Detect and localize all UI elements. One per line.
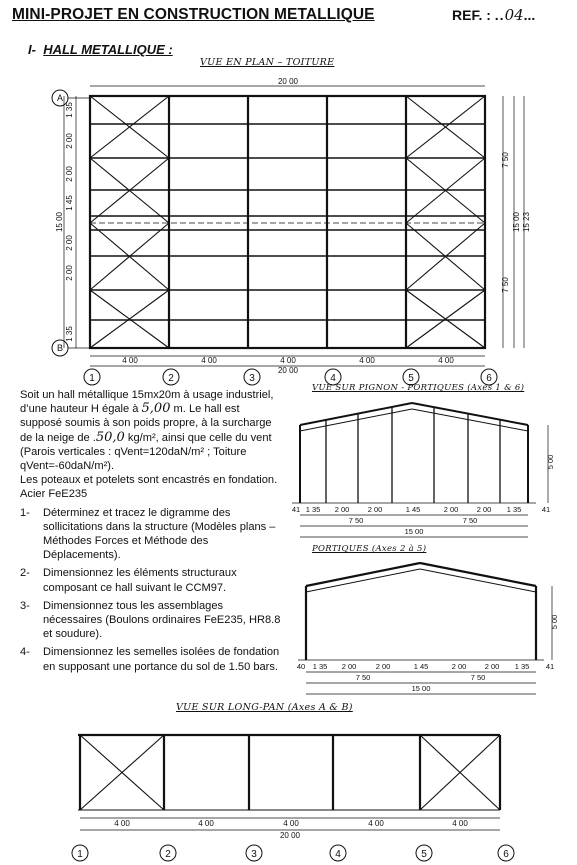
longside-axis-6: 6 (503, 849, 509, 860)
problem-statement (20, 388, 282, 678)
ref-value: 04 (504, 6, 524, 24)
plan-right-total-b: 15 23 (522, 211, 531, 233)
axis-A-label: A (56, 93, 64, 103)
longside-bay-dim: 4 00 (452, 819, 468, 828)
plan-left-dim: 2 00 (65, 235, 74, 251)
portal-caption: PORTIQUES (Axes 2 à 5) (312, 544, 427, 554)
plan-bay-dim: 4 00 (438, 356, 454, 365)
portal-dim: 2 00 (341, 662, 357, 671)
portal-dim: 1 35 (312, 662, 328, 671)
gable-dim: 2 00 (334, 505, 350, 514)
longside-axis-1: 1 (77, 849, 83, 860)
plan-left-dim: 2 00 (65, 166, 74, 182)
plan-right-total: 15 00 (512, 211, 521, 233)
gable-dim: 2 00 (367, 505, 383, 514)
longside-bay-dim: 4 00 (114, 819, 130, 828)
material-note: Les poteaux et potelets sont encastrés en fondation. Acier FeE235 (20, 474, 278, 501)
plan-axis-6: 6 (486, 373, 492, 384)
plan-bay-dim: 4 00 (201, 356, 217, 365)
gable-half-dim: 7 50 (462, 516, 478, 525)
portal-half-dim: 7 50 (470, 673, 486, 682)
gable-dim: 2 00 (443, 505, 459, 514)
reference: REF. : ..04... (452, 6, 536, 24)
statement-paragraph: Soit un hall métallique 15mx20m à usage industriel, d’une hauteur H égale à 5,00 m. Le hall est supposé soumis à son poids propre, à la surcharge de la neige de .50,0 kg/m², ainsi que celle du vent (20, 389, 274, 445)
longside-axis-2: 2 (165, 849, 171, 860)
section-title: HALL METALLIQUE : (43, 42, 173, 57)
plan-bay-dim: 4 00 (359, 356, 375, 365)
handwritten-height: 5,00 (141, 401, 171, 417)
long-side-drawing (72, 735, 514, 861)
handwritten-snow-load: 50,0 (95, 429, 125, 445)
portal-dim: 2 00 (451, 662, 467, 671)
gable-dim: 41 (291, 505, 301, 514)
plan-axis-2: 2 (168, 373, 174, 384)
plan-total-dim: 20 00 (277, 366, 299, 375)
portal-total: 15 00 (411, 684, 431, 693)
axis-B-label: B (56, 343, 64, 353)
portal-dim: 1 45 (413, 662, 429, 671)
gable-dim: 1 45 (405, 505, 421, 514)
gable-total: 15 00 (404, 527, 424, 536)
tasks-list (20, 506, 282, 674)
gable-dim: 1 35 (506, 505, 522, 514)
plan-left-dim: 1 35 (65, 102, 74, 118)
ref-label: REF. : (452, 7, 495, 23)
plan-right-dim: 7 50 (501, 152, 510, 168)
longside-axis-4: 4 (335, 849, 341, 860)
plan-left-dim: 2 00 (65, 265, 74, 281)
task-item: 4- Dimensionnez les semelles isolées de fondation en supposant une portance du sol de 1.50 bars. (20, 646, 280, 673)
plan-left-dim: 1 35 (65, 326, 74, 342)
gable-height: 5 00 (546, 454, 555, 470)
section-number: I- (28, 42, 36, 57)
plan-left-dim: 2 00 (65, 133, 74, 149)
longside-total: 20 00 (279, 831, 301, 840)
portal-dim: 1 35 (514, 662, 530, 671)
longside-axis-5: 5 (421, 849, 427, 860)
longside-bay-dim: 4 00 (283, 819, 299, 828)
portal-dim: 2 00 (484, 662, 500, 671)
plan-axis-1: 1 (89, 373, 95, 384)
gable-dim: 2 00 (476, 505, 492, 514)
plan-left-total: 15 00 (55, 211, 64, 233)
plan-right-dim: 7 50 (501, 277, 510, 293)
portal-dim: 40 (296, 662, 306, 671)
page-title: MINI-PROJET EN CONSTRUCTION METALLIQUE (12, 6, 375, 23)
task-item: 3- Dimensionnez tous les assemblages nécessaires (Boulons ordinaires FeE235, HR8.8 et soudure). (20, 599, 281, 641)
plan-axis-3: 3 (249, 373, 255, 384)
wind-loads: (Parois verticales : qVent=120daN/m² ; Toiture qVent=-60daN/m²). (20, 445, 247, 473)
longside-bay-dim: 4 00 (198, 819, 214, 828)
gable-half-dim: 7 50 (348, 516, 364, 525)
portal-dim: 41 (545, 662, 555, 671)
gable-caption: VUE SUR PIGNON - PORTIQUES (Axes 1 & 6) (312, 383, 525, 393)
longside-axis-3: 3 (251, 849, 257, 860)
plan-caption: VUE EN PLAN – TOITURE (200, 57, 335, 68)
gable-dim: 41 (541, 505, 551, 514)
plan-bay-dim: 4 00 (122, 356, 138, 365)
portal-half-dim: 7 50 (355, 673, 371, 682)
longside-caption: VUE SUR LONG-PAN (Axes A & B) (176, 702, 353, 713)
plan-axis-5: 5 (408, 373, 414, 384)
plan-left-dim: 1 45 (65, 195, 74, 211)
gable-dim: 1 35 (305, 505, 321, 514)
portal-dim: 2 00 (375, 662, 391, 671)
plan-overall-dim: 20 00 (277, 77, 299, 86)
longside-bay-dim: 4 00 (368, 819, 384, 828)
task-item: 1- Déterminez et tracez le digramme des sollicitations dans la structure (Modèles plans – Méthodes Forces et Méthode des Déplacements). (20, 506, 276, 562)
portal-height: 5 00 (550, 614, 559, 630)
plan-bay-dim: 4 00 (280, 356, 296, 365)
task-item: 2- Dimensionnez les éléments structuraux composant ce hall suivant le CCM97. (20, 567, 237, 594)
plan-axis-4: 4 (330, 373, 336, 384)
